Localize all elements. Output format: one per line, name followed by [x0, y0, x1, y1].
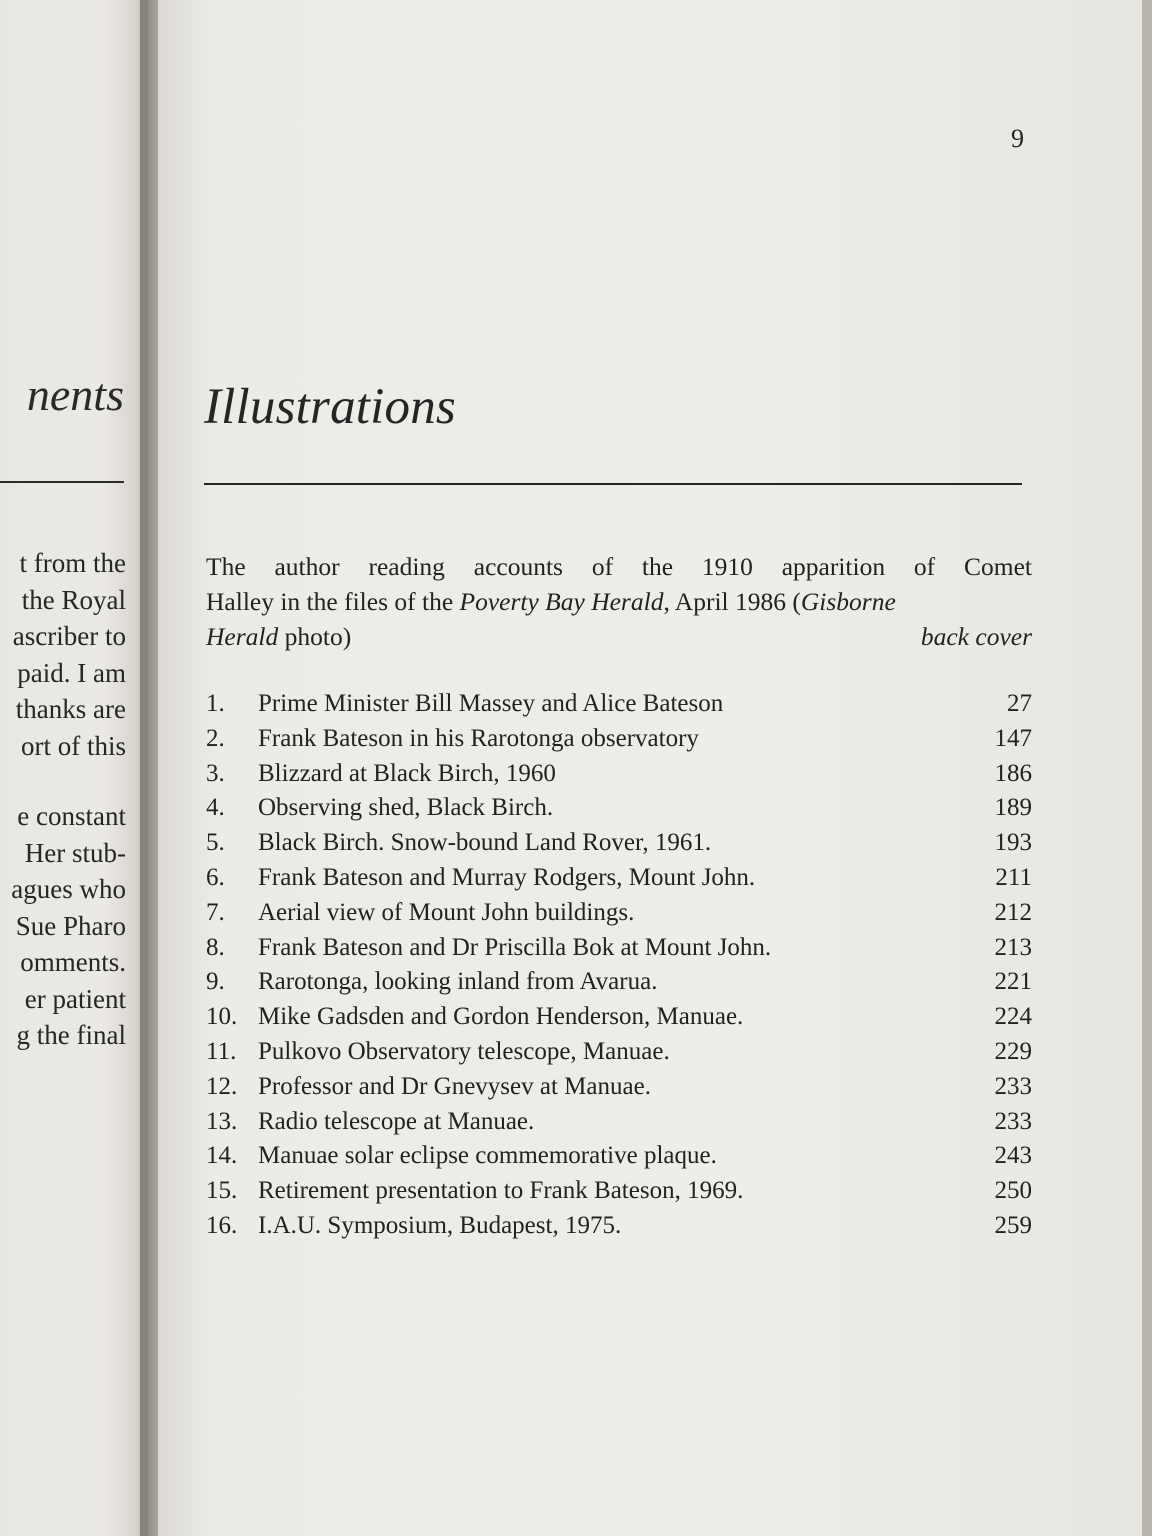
list-item	[206, 1038, 1032, 1073]
item-page: 193	[994, 829, 1032, 857]
intro-line-1	[206, 549, 1032, 584]
item-page: 233	[994, 1072, 1032, 1100]
item-number: 6.	[206, 863, 225, 891]
item-page: 212	[994, 898, 1032, 926]
item-number: 10.	[206, 1003, 238, 1031]
item-page: 221	[994, 968, 1032, 996]
left-page-line: the Royal	[21, 584, 126, 615]
left-page-line: agues who	[11, 874, 126, 904]
left-page-heading: nents	[26, 369, 124, 420]
item-number: 11.	[206, 1037, 237, 1065]
item-caption: Black Birch. Snow-bound Land Rover, 1961.	[258, 829, 712, 857]
list-item	[206, 1177, 1032, 1212]
item-page: 147	[994, 724, 1032, 752]
item-page: 186	[994, 759, 1032, 787]
item-number: 14.	[206, 1142, 238, 1170]
intro-word: apparition	[781, 552, 886, 581]
item-page: 189	[994, 794, 1032, 822]
intro-word: of	[913, 552, 936, 581]
item-page: 224	[994, 1003, 1032, 1031]
item-caption: Radio telescope at Manuae.	[258, 1107, 535, 1135]
item-page: 27	[1007, 690, 1032, 717]
left-page-line: omments.	[20, 947, 126, 977]
item-number: 5.	[206, 829, 225, 857]
list-item	[206, 1108, 1032, 1143]
page-number: 9	[1011, 124, 1024, 153]
list-item	[206, 794, 1032, 829]
left-page-line: ascriber to	[12, 621, 126, 651]
list-item	[206, 934, 1032, 969]
intro-word: author	[274, 552, 340, 581]
list-item	[206, 1142, 1032, 1177]
item-caption: Professor and Dr Gnevysev at Manuae.	[258, 1072, 651, 1100]
left-page-line: paid. I am	[17, 657, 126, 688]
item-caption: Blizzard at Black Birch, 1960	[258, 759, 556, 787]
newspaper-title: Poverty Bay Herald	[459, 587, 664, 616]
left-page-text	[0, 545, 126, 1054]
cover-page-ref: back cover	[920, 622, 1032, 651]
list-item	[206, 1003, 1032, 1038]
item-page: 243	[994, 1142, 1032, 1170]
left-page-rule	[0, 481, 124, 483]
item-caption: Mike Gadsden and Gordon Henderson, Manuae.	[258, 1003, 744, 1031]
item-caption: I.A.U. Symposium, Budapest, 1975.	[258, 1211, 622, 1239]
item-page: 250	[994, 1177, 1032, 1205]
item-caption: Frank Bateson and Dr Priscilla Bok at Mount John.	[258, 933, 772, 961]
intro-word: of	[591, 552, 614, 581]
item-caption: Rarotonga, looking inland from Avarua.	[258, 968, 658, 996]
item-number: 8.	[206, 933, 225, 961]
intro-word: reading	[368, 552, 445, 581]
intro-word: the	[641, 552, 674, 581]
item-caption: Frank Bateson in his Rarotonga observatory	[258, 724, 699, 752]
cover-illustration-entry	[206, 549, 1032, 654]
left-page-line: Her stub-	[24, 837, 126, 868]
item-caption: Prime Minister Bill Massey and Alice Bateson	[258, 690, 724, 717]
list-item	[206, 829, 1032, 864]
left-page-line: g the final	[16, 1020, 126, 1050]
item-page: 211	[995, 863, 1032, 891]
intro-line-3	[206, 619, 1032, 654]
item-page: 213	[994, 933, 1032, 961]
left-page-line: t from the	[19, 548, 126, 578]
item-number: 9.	[206, 968, 225, 996]
list-item	[206, 690, 1032, 725]
item-caption: Pulkovo Observatory telescope, Manuae.	[258, 1037, 670, 1065]
item-number: 12.	[206, 1072, 238, 1100]
item-number: 3.	[206, 759, 225, 787]
left-page-line: Sue Pharo	[15, 910, 126, 941]
list-item	[206, 864, 1032, 899]
intro-word: The	[206, 552, 246, 581]
item-caption: Retirement presentation to Frank Bateson, 1969.	[258, 1177, 744, 1205]
list-item	[206, 899, 1032, 934]
intro-line-2	[206, 584, 1032, 619]
item-number: 7.	[206, 898, 225, 926]
intro-word: 1910	[701, 552, 753, 581]
intro-text: Halley in the files of the	[206, 587, 460, 616]
item-page: 259	[994, 1211, 1032, 1239]
left-page-line: er patient	[24, 983, 126, 1014]
item-page: 233	[994, 1107, 1032, 1135]
item-number: 16.	[206, 1211, 238, 1239]
list-item	[206, 760, 1032, 795]
list-item	[206, 1212, 1032, 1247]
photo-credit: Herald	[206, 622, 279, 651]
item-number: 13.	[206, 1107, 238, 1135]
title-rule	[204, 483, 1022, 485]
left-page-line: e constant	[17, 801, 126, 831]
intro-text-group	[206, 619, 351, 654]
left-page-line: thanks are	[15, 694, 126, 724]
item-caption: Observing shed, Black Birch.	[258, 794, 554, 822]
item-page: 229	[994, 1037, 1032, 1065]
list-item	[206, 1073, 1032, 1108]
item-caption: Frank Bateson and Murray Rodgers, Mount John.	[258, 863, 756, 891]
item-number: 15.	[206, 1177, 238, 1205]
intro-word: accounts	[473, 552, 563, 581]
item-number: 4.	[206, 794, 225, 822]
item-caption: Manuae solar eclipse commemorative plaque.	[258, 1142, 717, 1170]
item-number: 1.	[206, 690, 225, 717]
intro-text: , April 1986 (	[663, 587, 801, 616]
intro-text: photo)	[278, 622, 352, 651]
right-page	[158, 0, 1142, 1536]
item-number: 2.	[206, 724, 225, 752]
left-facing-page	[0, 0, 148, 1536]
photo-credit: Gisborne	[800, 587, 896, 616]
list-item	[206, 725, 1032, 760]
left-page-line: ort of this	[21, 730, 126, 761]
item-caption: Aerial view of Mount John buildings.	[258, 898, 635, 926]
illustrations-list	[206, 690, 1032, 1247]
intro-word: Comet	[964, 552, 1032, 581]
page-title: Illustrations	[204, 379, 456, 435]
list-item	[206, 968, 1032, 1003]
